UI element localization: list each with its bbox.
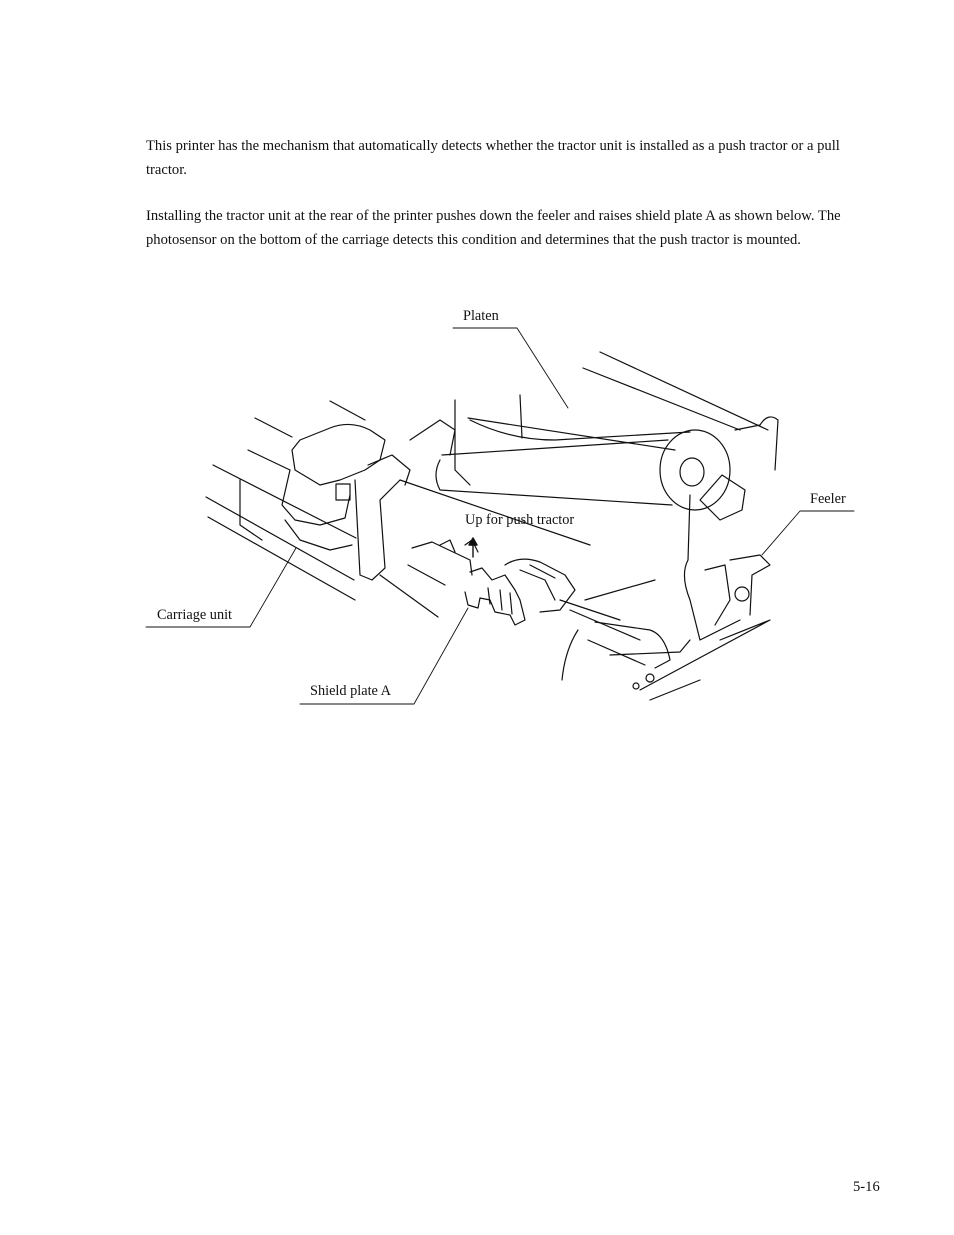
intro-paragraph: This printer has the mechanism that automatically detects whether the tractor unit is installed as a push tractor or a pull tractor. (146, 138, 840, 178)
carriage-unit-label: Carriage unit (157, 607, 233, 623)
tractor-detection-illustration (140, 300, 870, 720)
platen-rear-lines (455, 352, 768, 485)
feeler-leader (762, 511, 854, 555)
shield-plate-assembly (412, 540, 690, 680)
mechanism-paragraph: Installing the tractor unit at the rear of the printer pushes down the feeler and raises shield plate A as shown below. The photosensor on the bottom of the carriage detects this condition and determines that the push tractor is mounted. (146, 208, 841, 248)
shield-plate-a-label: Shield plate A (310, 683, 392, 699)
platen-label: Platen (463, 308, 499, 324)
up-for-push-tractor-label: Up for push tractor (465, 512, 575, 528)
feeler-mechanism (633, 417, 778, 700)
page-number: 5-16 (853, 1179, 880, 1195)
frame-lines (206, 401, 655, 617)
platen-leader (453, 328, 568, 408)
platen-roller (436, 420, 730, 510)
feeler-label: Feeler (810, 491, 846, 507)
carriage-unit-drawing (240, 420, 455, 580)
